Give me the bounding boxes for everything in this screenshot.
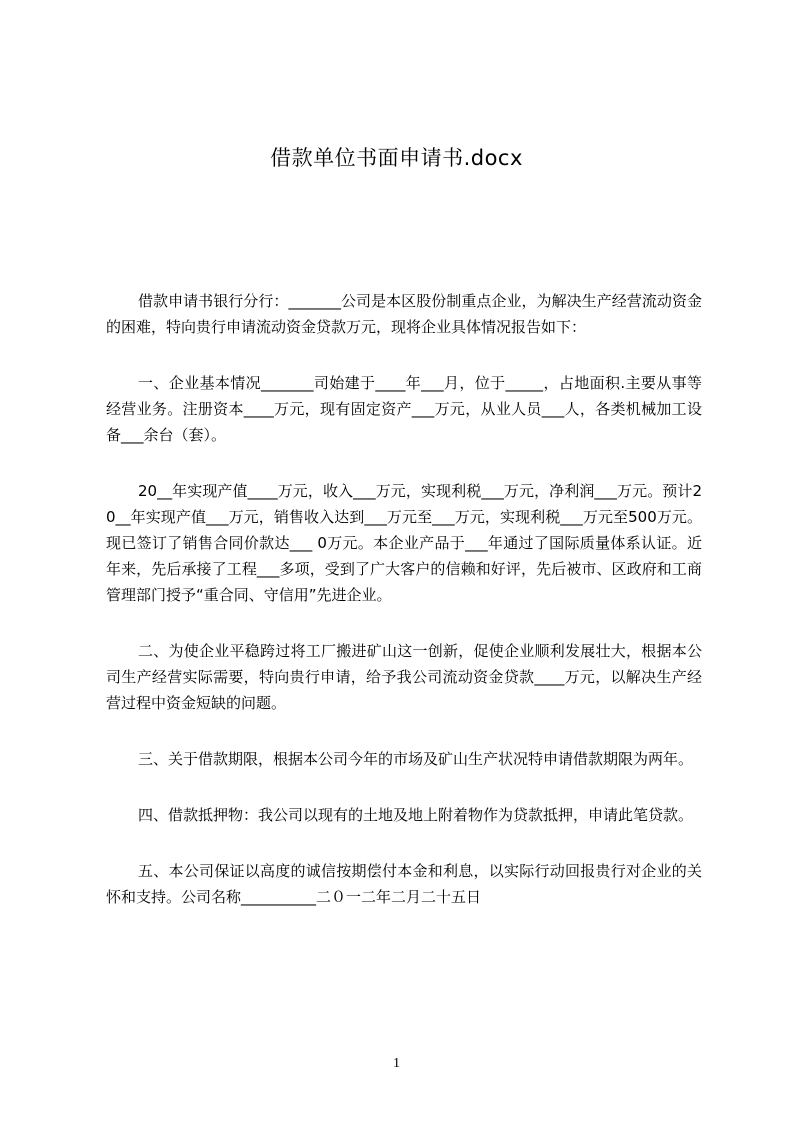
paragraph-intro: 借款申请书银行分行：_______公司是本区股份制重点企业，为解决生产经营流动资金的困难，特向贵行申请流动资金贷款万元，现将企业具体情况报告如下： — [106, 292, 702, 336]
paragraph-performance: 20__年实现产值____万元，收入___万元，实现利税___万元，净利润___万元。预计20__年实现产值___万元，销售收入达到___万元至___万元，实现利税___万元至500万元。现已签订了销售合同价款达___ 0万元。本企业产品于___年通过了国际质量体系认证。近年来，先后承接了工程___多项，受到了广大客户的信赖和好评，先后被市、区政府和工商管理部门授予“重合同、守信用”先进企业。 — [106, 482, 702, 604]
page-number: 1 — [393, 1056, 400, 1071]
paragraph-basic-info: 一、企业基本情况_______司始建于____年___月，位于_____，占地面积.主要从事等经营业务。注册资本____万元，现有固定资产___万元，从业人员___人，各类机械加工设备___余台（套）。 — [106, 374, 702, 444]
paragraph-collateral: 四、借款抵押物：我公司以现有的土地及地上附着物作为贷款抵押，申请此笔贷款。 — [138, 806, 694, 824]
paragraph-loan-purpose: 二、为使企业平稳跨过将工厂搬进矿山这一创新，促使企业顺利发展壮大，根据本公司生产经营实际需要，特向贵行申请，给予我公司流动资金贷款____万元，以解决生产经营过程中资金短缺的问题。 — [106, 642, 702, 712]
paragraph-loan-term: 三、关于借款期限，根据本公司今年的市场及矿山生产状况特申请借款期限为两年。 — [138, 750, 694, 768]
document-body — [106, 288, 702, 940]
document-title: 借款单位书面申请书.docx — [270, 146, 523, 170]
paragraph-guarantee: 五、本公司保证以高度的诚信按期偿付本金和利息，以实际行动回报贵行对企业的关怀和支持。公司名称__________二０一二年二月二十五日 — [106, 862, 702, 906]
